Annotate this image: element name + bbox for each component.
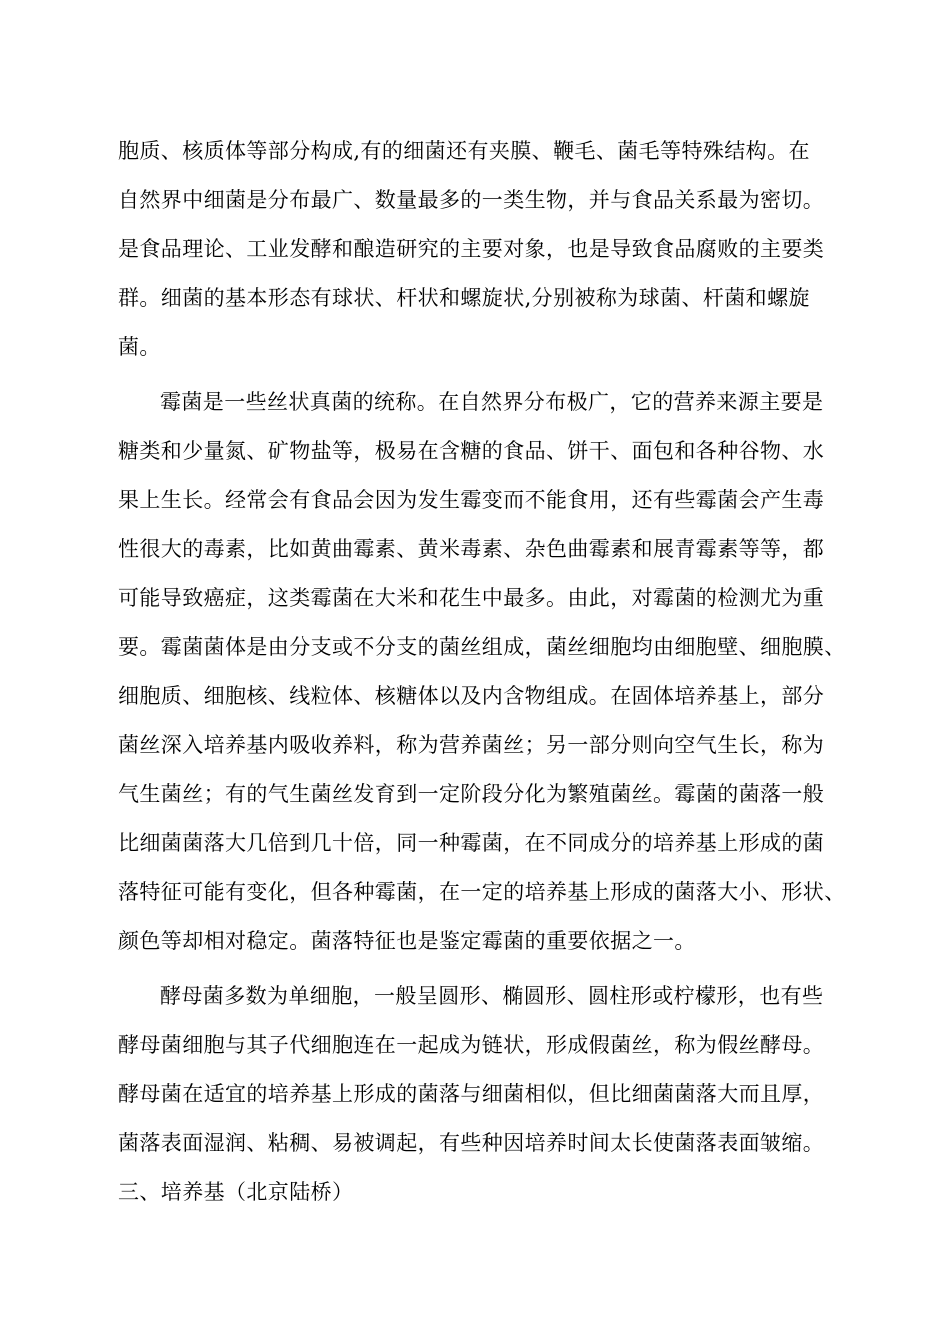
paragraph-line: 细胞质、细胞核、线粒体、核糖体以及内含物组成。在固体培养基上，部分	[118, 684, 825, 708]
paragraph-line: 菌。	[118, 335, 161, 359]
paragraph-line: 颜色等却相对稳定。菌落特征也是鉴定霉菌的重要依据之一。	[118, 929, 696, 953]
paragraph-line: 要。霉菌菌体是由分支或不分支的菌丝组成，菌丝细胞均由细胞壁、细胞膜、	[118, 635, 846, 659]
paragraph-line: 糖类和少量氮、矿物盐等，极易在含糖的食品、饼干、面包和各种谷物、水	[118, 439, 825, 463]
paragraph-line: 是食品理论、工业发酵和酿造研究的主要对象，也是导致食品腐败的主要类	[118, 237, 825, 261]
paragraph-line: 性很大的毒素，比如黄曲霉素、黄米毒素、杂色曲霉素和展青霉素等等，都	[118, 537, 825, 561]
paragraph-line: 菌落表面湿润、粘稠、易被调起，有些种因培养时间太长使菌落表面皱缩。	[118, 1131, 825, 1155]
paragraph-line: 自然界中细菌是分布最广、数量最多的一类生物，并与食品关系最为密切。	[118, 188, 825, 212]
paragraph-line: 霉菌是一些丝状真菌的统称。在自然界分布极广，它的营养来源主要是	[160, 390, 824, 414]
paragraph-line: 胞质、核质体等部分构成,有的细菌还有夹膜、鞭毛、菌毛等特殊结构。在	[118, 139, 810, 163]
paragraph-line: 可能导致癌症，这类霉菌在大米和花生中最多。由此，对霉菌的检测尤为重	[118, 586, 825, 610]
paragraph-line: 菌丝深入培养基内吸收养料，称为营养菌丝；另一部分则向空气生长，称为	[118, 733, 825, 757]
paragraph-line: 酵母菌细胞与其子代细胞连在一起成为链状，形成假菌丝，称为假丝酵母。	[118, 1033, 825, 1057]
paragraph-line: 酵母菌多数为单细胞，一般呈圆形、椭圆形、圆柱形或柠檬形，也有些	[160, 984, 824, 1008]
paragraph-line: 群。细菌的基本形态有球状、杆状和螺旋状,分别被称为球菌、杆菌和螺旋	[118, 286, 810, 310]
paragraph-line: 比细菌菌落大几倍到几十倍，同一种霉菌，在不同成分的培养基上形成的菌	[118, 831, 825, 855]
paragraph-line: 酵母菌在适宜的培养基上形成的菌落与细菌相似，但比细菌菌落大而且厚，	[118, 1082, 825, 1106]
paragraph-line: 落特征可能有变化，但各种霉菌，在一定的培养基上形成的菌落大小、形状、	[118, 880, 846, 904]
paragraph-line: 气生菌丝；有的气生菌丝发育到一定阶段分化为繁殖菌丝。霉菌的菌落一般	[118, 782, 825, 806]
paragraph-line: 果上生长。经常会有食品会因为发生霉变而不能食用，还有些霉菌会产生毒	[118, 488, 825, 512]
section-heading: 三、培养基（北京陆桥）	[118, 1180, 354, 1204]
